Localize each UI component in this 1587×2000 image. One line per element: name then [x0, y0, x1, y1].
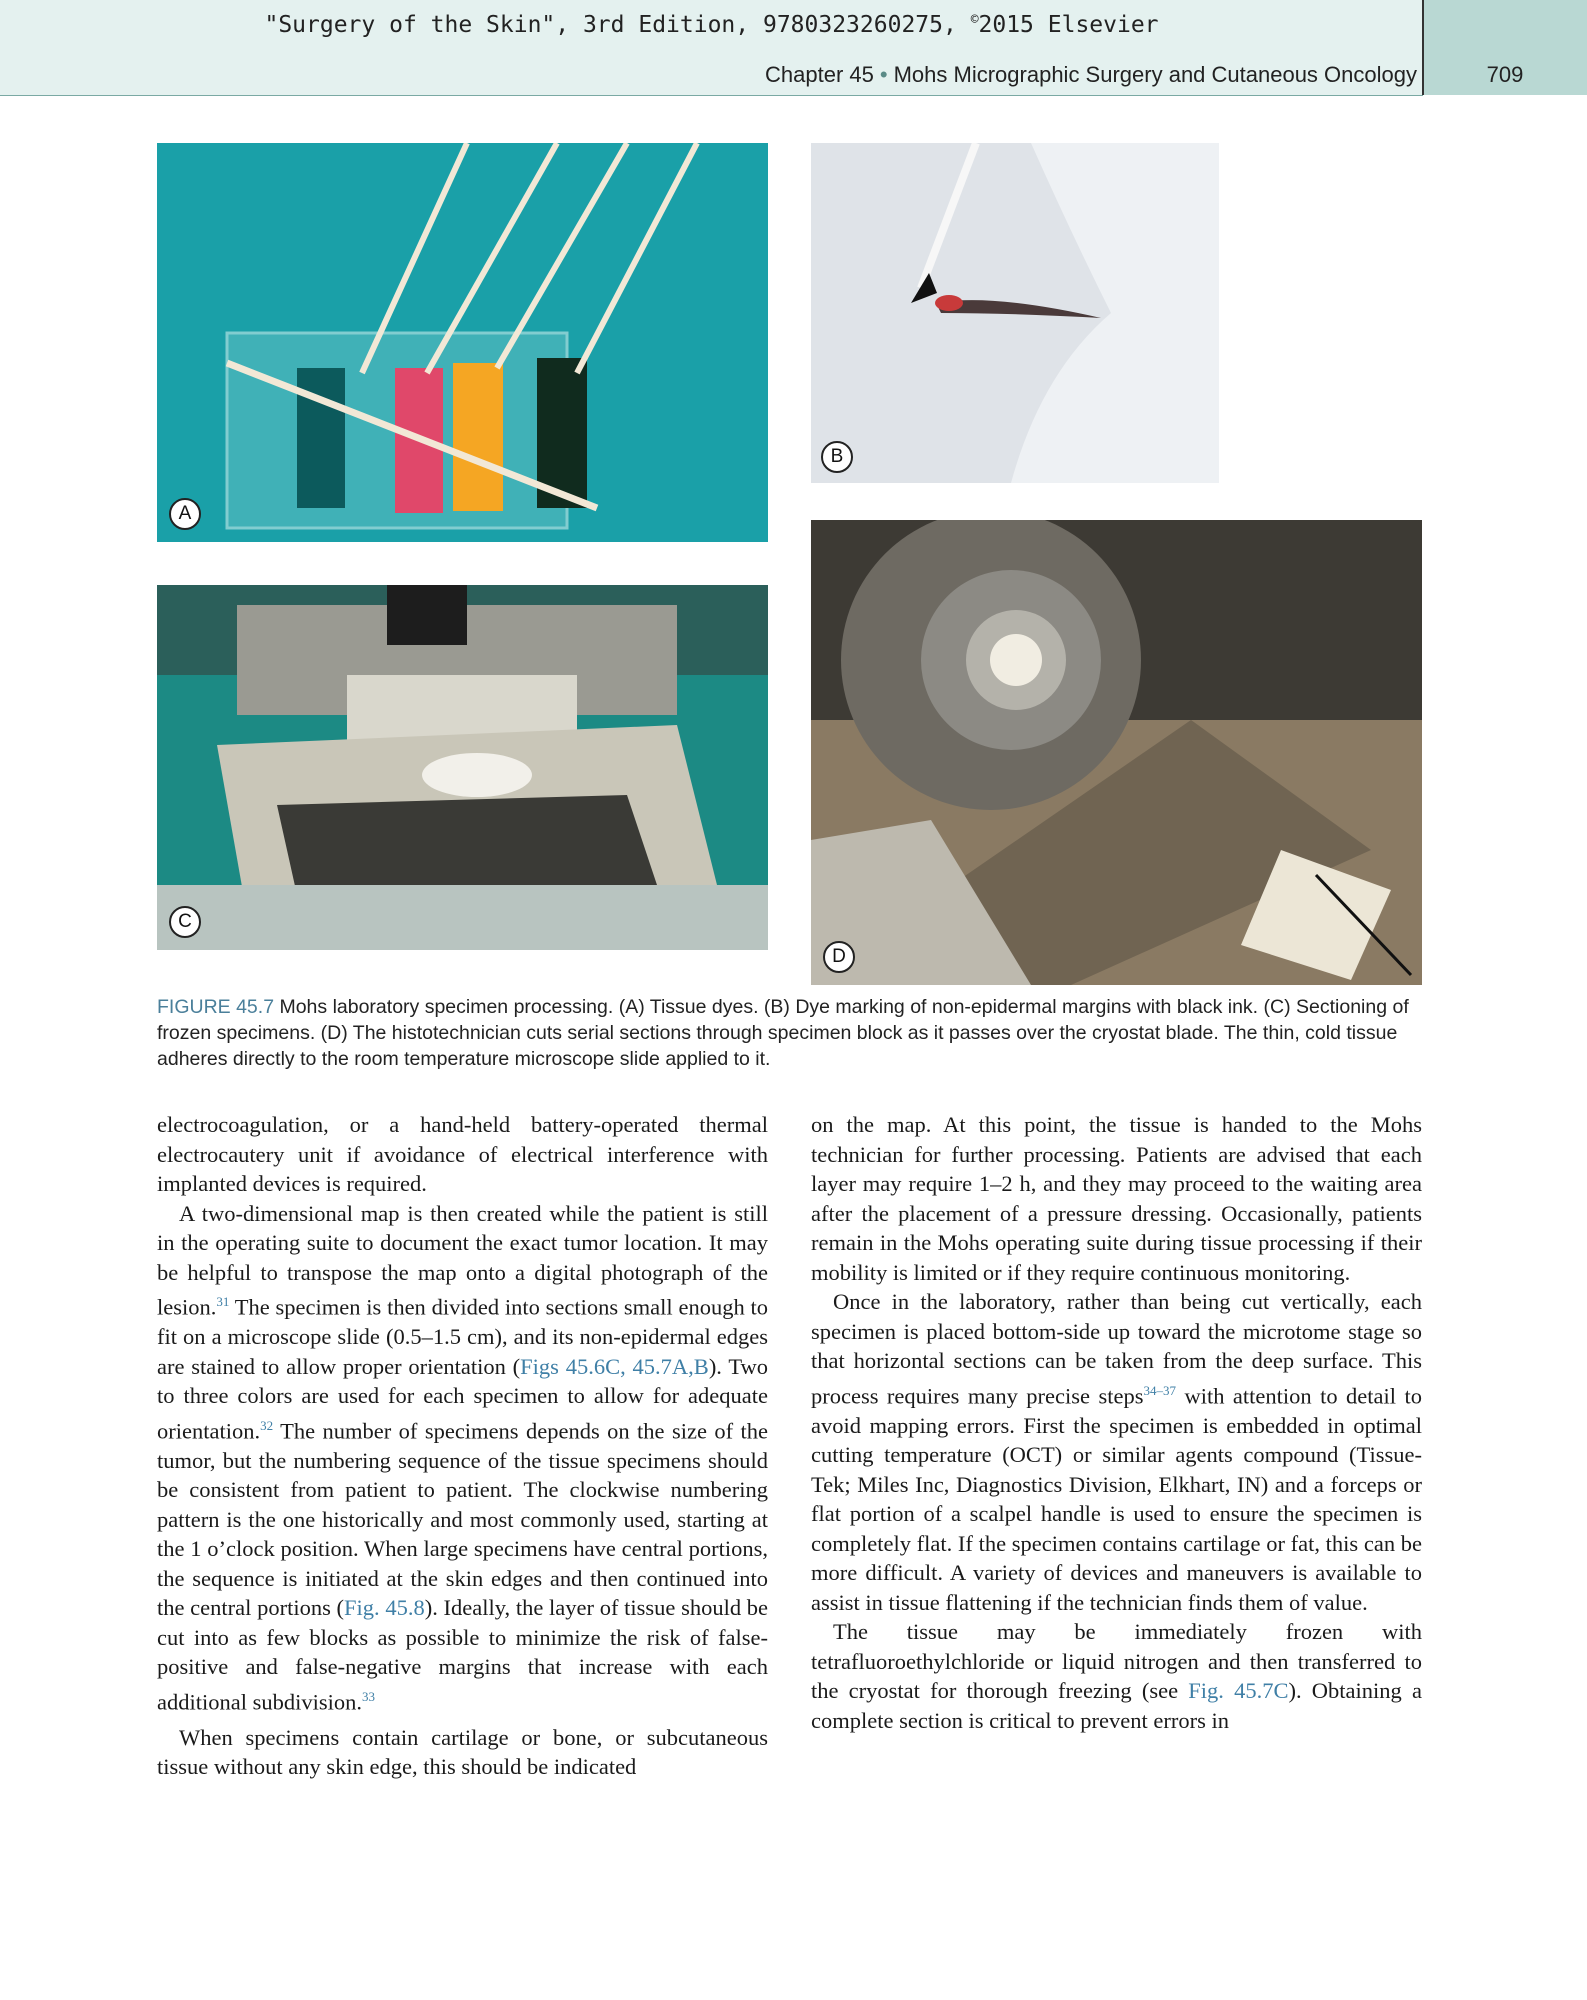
reference-33[interactable]: 33: [362, 1688, 375, 1704]
book-watermark: "Surgery of the Skin", 3rd Edition, 9780323260275, ©2015 Elsevier: [264, 12, 1159, 38]
frozen-specimen-sectioning-photo: [157, 585, 768, 950]
dye-marking-photo: [811, 143, 1219, 483]
cryostat-cutting-photo: [811, 520, 1422, 985]
panel-label-b: B: [821, 441, 853, 473]
figure-reference-link[interactable]: Fig. 45.8: [344, 1595, 425, 1620]
figure-panel-d: [811, 520, 1422, 985]
paragraph: electrocoagulation, or a hand-held battery-operated thermal electrocautery unit if avoidance of electrical interference with implanted devices is required.: [157, 1112, 768, 1196]
copyright-mark: ©: [970, 12, 979, 28]
paragraph: A two-dimensional map is then created while the patient is still in the operating suite to document the exact tumor location. It may be helpful to transpose the map onto a digital photograph of the lesion.$^{31}$ The specimen is then divided into sections small enough to fit on a microscope slide (0.5–1.5 cm), and its non-epidermal edges are stained to allow proper orientation (Figs 45.6C, 45.7A,B). Two to three colors are used for each specimen to allow for adequate orientation.$^{32}$ The number of specimens depends on the size of the tumor, but the numbering sequence of the tissue specimens should be consistent from patient to patient. The clockwise numbering pattern is the one historically and most commonly used, starting at the 1 o’clock position. When large specimens have central portions, the sequence is initiated at the skin edges and then continued into the central portions (Fig. 45.8). Ideally, the layer of tissue should be cut into as few blocks as possible to minimize the risk of false-positive and false-negative margins that increase with each additional subdivision.$^{33}$: [157, 1200, 769, 1714]
reference-34-37[interactable]: 34–37: [1143, 1382, 1176, 1398]
bullet-separator: •: [879, 62, 888, 87]
chapter-title: Mohs Micrographic Surgery and Cutaneous Oncology: [893, 62, 1417, 87]
paragraph: on the map. At this point, the tissue is handed to the Mohs technician for further processing. Patients are advised that each layer may require 1–2 h, and they may proceed to the waiting area after the placement of a pressure dressing. Occasionally, patients remain in the Mohs operating suite during tissue processing if their mobility is limited or if they require continuous monitoring.: [811, 1112, 1422, 1285]
figure-label: FIGURE 45.7: [157, 996, 275, 1018]
body-column-left: [157, 1110, 768, 1782]
figure-reference-link[interactable]: Fig. 45.7C: [1188, 1678, 1289, 1703]
running-head: [765, 62, 1417, 88]
body-column-right: [811, 1110, 1422, 1735]
figure-panel-a: [157, 143, 768, 542]
panel-label-c: C: [169, 906, 201, 938]
paragraph: The tissue may be immediately frozen with tetrafluoroethylchloride or liquid nitrogen and then transferred to the cryostat for thorough freezing (see Fig. 45.7C). Obtaining a complete section is critical to prevent errors in: [811, 1619, 1422, 1733]
paragraph: When specimens contain cartilage or bone, or subcutaneous tissue without any skin edge, this should be indicated: [157, 1724, 768, 1779]
figure-caption-text: Mohs laboratory specimen processing. (A) Tissue dyes. (B) Dye marking of non-epidermal margins with black ink. (C) Sectioning of frozen specimens. (D) The histotechnician cuts serial sections through specimen block as it passes over the cryostat blade. The thin, cold tissue adheres directly to the room temperature microscope slide applied to it.: [157, 996, 1409, 1070]
figure-reference-link[interactable]: Figs 45.6C, 45.7A,B: [520, 1353, 709, 1379]
panel-label-a: A: [169, 498, 201, 530]
page-number: 709: [1486, 62, 1524, 87]
figure-panel-b: [811, 143, 1219, 483]
chapter-number: Chapter 45: [765, 62, 874, 87]
tissue-dyes-photo: [157, 143, 768, 542]
paragraph: Once in the laboratory, rather than being cut vertically, each specimen is placed bottom-side up toward the microtome stage so that horizontal sections can be taken from the deep surface. This process requires many precise steps$^{34-37}$ with attention to detail to avoid mapping errors. First the specimen is embedded in optimal cutting temperature (OCT) or similar agents compound (Tissue-Tek; Miles Inc, Diagnostics Division, Elkhart, IN) and a forceps or flat portion of a scalpel handle is used to ensure the specimen is completely flat. If the specimen contains cartilage or fat, this can be more difficult. A variety of devices and maneuvers is available to assist in tissue flattening if the technician finds them of value.: [811, 1289, 1422, 1615]
figure-panel-c: [157, 585, 768, 950]
figure-caption: [157, 994, 1422, 1072]
panel-label-d: D: [823, 941, 855, 973]
reference-31[interactable]: 31: [216, 1294, 230, 1309]
reference-32[interactable]: 32: [260, 1417, 274, 1433]
